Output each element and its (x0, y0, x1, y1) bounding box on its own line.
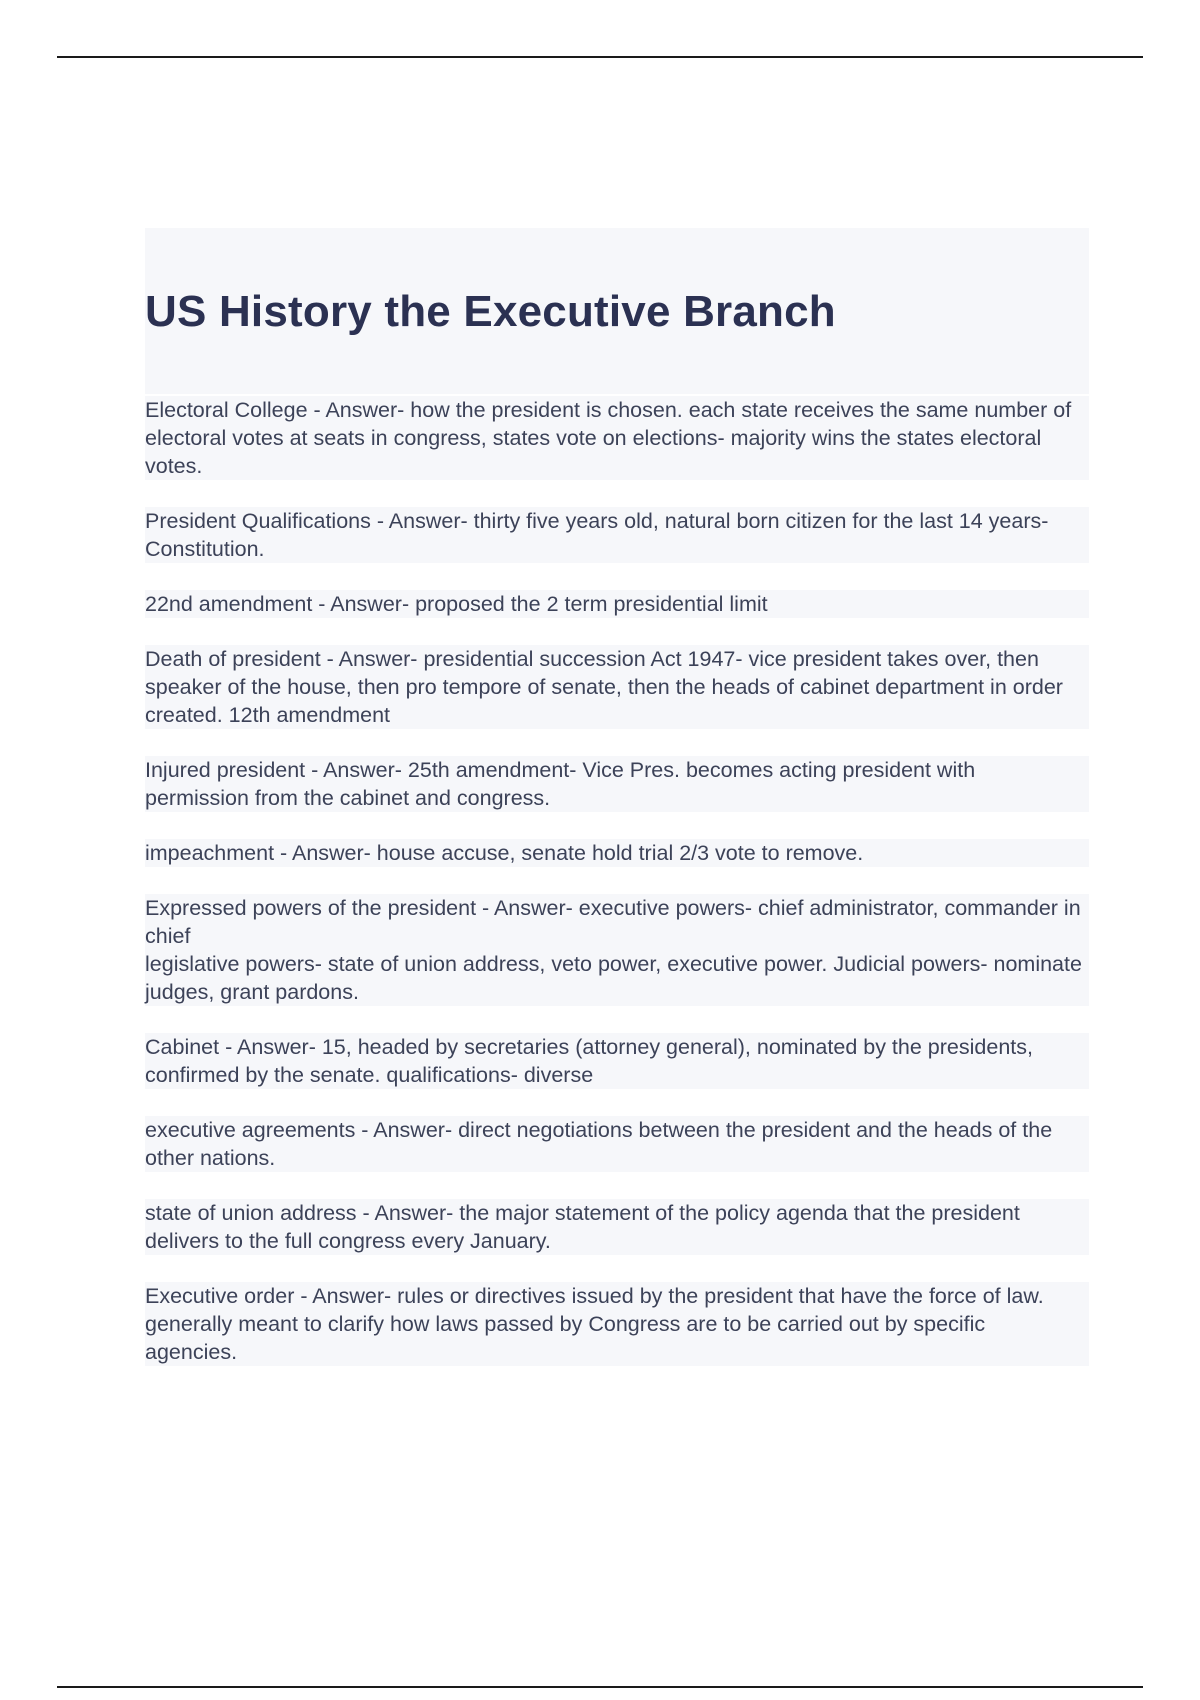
top-divider (57, 56, 1143, 58)
document-title: US History the Executive Branch (145, 287, 836, 336)
flashcard-entry-executive-agreements: executive agreements - Answer- direct negotiations between the president and the heads of the other nations. (145, 1116, 1089, 1172)
flashcard-entry-cabinet: Cabinet - Answer- 15, headed by secretaries (attorney general), nominated by the presidents, confirmed by the senate. qualifications- diverse (145, 1033, 1089, 1089)
flashcard-entry-death-of-president: Death of president - Answer- presidential succession Act 1947- vice president takes over, then speaker of the house, then pro tempore of senate, then the heads of cabinet department in order created. 12th amendment (145, 645, 1089, 729)
flashcard-list (145, 396, 1089, 1393)
flashcard-entry-expressed-powers: Expressed powers of the president - Answer- executive powers- chief administrator, commander in chief legislative powers- state of union address, veto power, executive power. Judicial powers- nominate judges, grant pardons. (145, 894, 1089, 1006)
flashcard-entry-executive-order: Executive order - Answer- rules or directives issued by the president that have the force of law. generally meant to clarify how laws passed by Congress are to be carried out by specific agencies. (145, 1282, 1089, 1366)
flashcard-entry-impeachment: impeachment - Answer- house accuse, senate hold trial 2/3 vote to remove. (145, 839, 1089, 867)
flashcard-entry-injured-president: Injured president - Answer- 25th amendment- Vice Pres. becomes acting president with permission from the cabinet and congress. (145, 756, 1089, 812)
flashcard-entry-president-qualifications: President Qualifications - Answer- thirty five years old, natural born citizen for the last 14 years- Constitution. (145, 507, 1089, 563)
flashcard-entry-22nd-amendment: 22nd amendment - Answer- proposed the 2 term presidential limit (145, 590, 1089, 618)
flashcard-entry-state-of-union-address: state of union address - Answer- the major statement of the policy agenda that the president delivers to the full congress every January. (145, 1199, 1089, 1255)
bottom-divider (57, 1686, 1143, 1688)
flashcard-entry-electoral-college: Electoral College - Answer- how the president is chosen. each state receives the same number of electoral votes at seats in congress, states vote on elections- majority wins the states electoral votes. (145, 396, 1089, 480)
